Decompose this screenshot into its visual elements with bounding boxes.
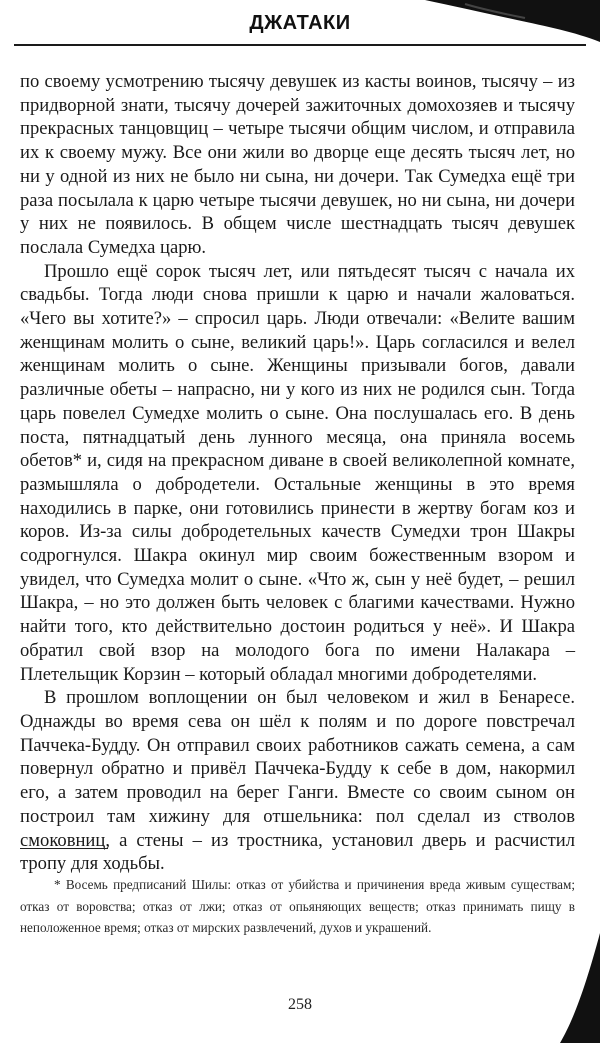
paragraph: Прошло ещё сорок тысяч лет, или пятьдесят тысяч с начала их свадьбы. Тогда люди снова пришли к царю и начали жаловаться. «Чего вы хотите?» – спросил царь. Люди отвечали: «Велите вашим женщинам молить о сыне, великий царь!». Царь согласился и велел женщинам молить о сыне. Женщины призывали богов, давали различные обеты – напрасно, ни у кого из них не родился сын. Тогда царь повелел Сумедхе молить о сыне. Она послушалась его. В день поста, пятнадцатый день лунного месяца, она приняла восемь обетов* и, сидя на прекрасном диване в своей великолепной комнате, размышляла о добродетели. Остальные женщины в это время находились в парке, они готовились принести в жертву богам коз и коров. Из-за силы добродетельных качеств Сумедхи трон Шакры содрогнулся. Шакра окинул мир своим божественным взором и увидел, что Сумедха молит о сыне. «Что ж, сын у неё будет, – решил Шакра, – но это должен быть человек с благими качествами. Нужно найти того, кто действительно достоин родиться у неё». И Шакра обратил свой взор на молодого бога по имени Налакара – Плетельщик Корзин – который обладал многими добродетелями. (20, 260, 575, 685)
footnote-text: * Восемь предписаний Шилы: отказ от убийства и причинения вреда живым существам; отказ от воровства; отказ от лжи; отказ от опьяняющих веществ; отказ принимать пищу в неположенное время; отказ от мирских развлечений, духов и украшений. (20, 877, 575, 935)
paragraph: по своему усмотрению тысячу девушек из касты воинов, тысячу – из придворной знати, тысячу дочерей зажиточных домохозяев и тысячу прекрасных танцовщиц – четыре тысячи общим числом, и отправила их к своему мужу. Все они жили во дворце еще десять тысяч лет, но ни у одной из них не было ни сына, ни дочери. Так Сумедха ещё три раза посылала к царю четыре тысячи девушек, но ни сына, ни дочери у них не появилось. В общем числе шестнадцать тысяч девушек послала Сумедха царю. (20, 71, 575, 258)
header-divider (14, 44, 586, 46)
footnote-divider (20, 848, 108, 849)
main-text (20, 70, 575, 876)
footnote (20, 874, 575, 939)
corner-ornament-bottom-icon (560, 933, 600, 1043)
running-header (0, 0, 600, 60)
paragraph: В прошлом воплощении он был человеком и жил в Бенаресе. Однажды во время сева он шёл к полям и по дороге повстречал Паччека-Будду. Он отправил своих работников сажать семена, а сам повернул обратно и привёл Паччека-Будду к себе в дом, накормил его, а затем проводил на берег Ганги. Вместе со своим сыном он построил там хижину для отшельника: пол сделал из стволов смоковниц, а стены – из тростника, установил дверь и расчистил тропу для ходьбы. (20, 687, 575, 875)
header-title: ДЖАТАКИ (249, 12, 351, 34)
page-number: 258 (288, 996, 312, 1013)
